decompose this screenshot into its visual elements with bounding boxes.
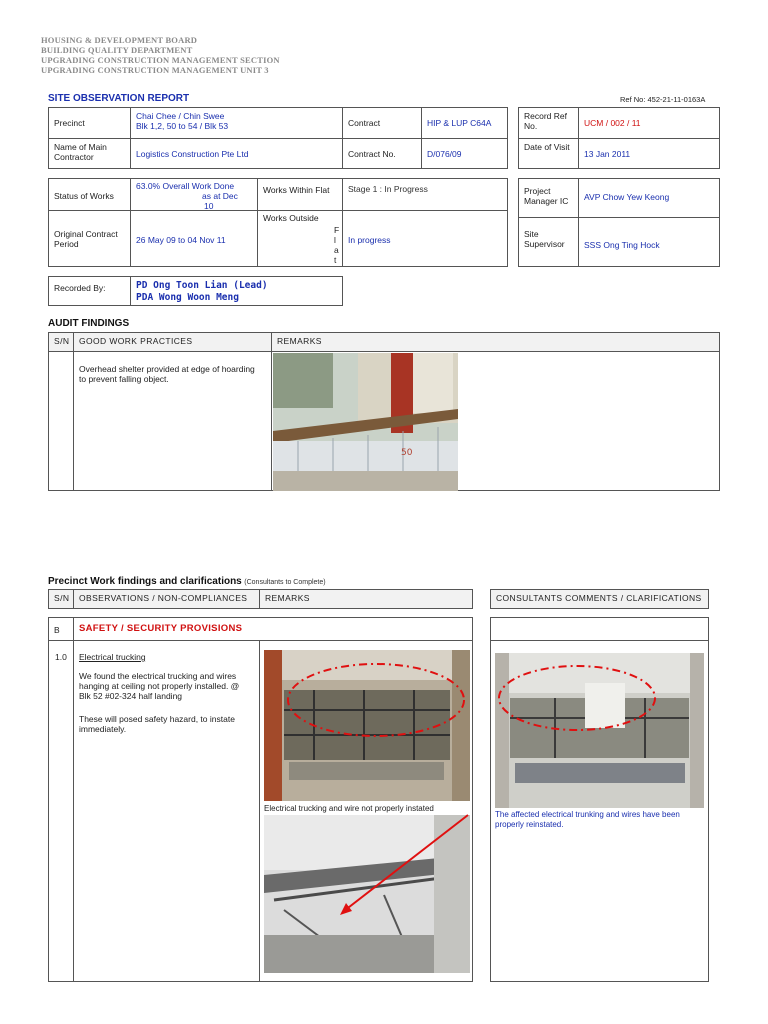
status-value-line-2: as at Dec xyxy=(202,191,238,201)
main-contractor-label: Name of Main Contractor xyxy=(48,138,131,169)
audit-col-practices: GOOD WORK PRACTICES xyxy=(73,332,272,352)
header-line-2: BUILDING QUALITY DEPARTMENT xyxy=(41,45,193,55)
precinct-col-sn: S/N xyxy=(48,589,74,609)
precinct-col-obs: OBSERVATIONS / NON-COMPLIANCES xyxy=(73,589,260,609)
contract-label: Contract xyxy=(342,107,422,139)
works-outside-text: Works Outside xyxy=(263,213,319,223)
section-title: SAFETY / SECURITY PROVISIONS xyxy=(73,617,473,641)
recorded-by-value xyxy=(130,276,343,306)
supervisor-label: Site Supervisor xyxy=(518,217,579,267)
vertical-letter-l: l xyxy=(334,235,336,245)
header-line-1: HOUSING & DEVELOPMENT BOARD xyxy=(41,35,198,45)
item-desc-1: We found the electrical trucking and wires hanging at ceiling not properly installed. @ Blk 52 #02-324 half landing xyxy=(79,671,240,701)
section-code: B xyxy=(48,617,74,641)
callout-arrow xyxy=(260,641,474,983)
orig-period-value: 26 May 09 to 04 Nov 11 xyxy=(130,210,258,267)
audit-item-text: Overhead shelter provided at edge of hoarding to prevent falling object. xyxy=(79,364,255,384)
precinct-col-remarks: REMARKS xyxy=(259,589,473,609)
status-value xyxy=(130,178,258,211)
precinct-title-wrap xyxy=(48,576,326,587)
recorded-by-label: Recorded By: xyxy=(48,276,131,306)
header-line-3: UPGRADING CONSTRUCTION MANAGEMENT SECTION xyxy=(41,55,280,65)
recorder-2: PDA Wong Woon Meng xyxy=(136,291,239,303)
header-line-4: UPGRADING CONSTRUCTION MANAGEMENT UNIT 3 xyxy=(41,65,269,75)
report-title: SITE OBSERVATION REPORT xyxy=(48,93,190,104)
vertical-letter-t: t xyxy=(334,255,337,265)
vertical-letter-a: a xyxy=(334,245,339,255)
contract-value: HIP & LUP C64A xyxy=(421,107,508,139)
record-ref-value: UCM / 002 / 11 xyxy=(578,107,720,139)
works-outside-vertical xyxy=(334,225,340,265)
works-outside-value: In progress xyxy=(342,210,508,267)
works-within-value: Stage 1 : In Progress xyxy=(342,178,508,211)
item-sn-cell xyxy=(48,640,74,982)
audit-col-remarks: REMARKS xyxy=(271,332,720,352)
precinct-value xyxy=(130,107,343,139)
item-desc-2: These will posed safety hazard, to instate immediately. xyxy=(79,714,235,734)
audit-row-sn xyxy=(48,351,74,491)
reinstated-photo xyxy=(495,653,704,808)
vertical-letter-f: F xyxy=(334,225,340,235)
status-value-line-1: 63.0% Overall Work Done xyxy=(136,181,235,191)
svg-text:50: 50 xyxy=(401,448,413,458)
supervisor-value: SSS Ong Ting Hock xyxy=(578,217,720,267)
main-contractor-value: Logistics Construction Pte Ltd xyxy=(130,138,343,169)
audit-title: AUDIT FINDINGS xyxy=(48,318,130,329)
status-label: Status of Works xyxy=(48,178,131,211)
audit-row-practice xyxy=(73,351,272,491)
orig-period-label: Original Contract Period xyxy=(48,210,131,267)
item-obs-cell xyxy=(73,640,260,982)
precinct-title-note: (Consultants to Complete) xyxy=(244,579,326,586)
section-consultant-cell xyxy=(490,617,709,641)
photo-caption: Electrical trucking and wire not properly instated xyxy=(264,804,434,813)
contract-no-label: Contract No. xyxy=(342,138,422,169)
precinct-title: Precinct Work findings and clarifications xyxy=(48,576,242,587)
audit-col-sn: S/N xyxy=(48,332,74,352)
pm-value: AVP Chow Yew Keong xyxy=(578,178,720,218)
record-ref-label: Record Ref No. xyxy=(518,107,579,139)
precinct-value-line-2: Blk 1,2, 50 to 54 / Blk 53 xyxy=(136,121,229,131)
recorder-1: PD Ong Toon Lian (Lead) xyxy=(136,280,268,291)
precinct-value-line-1: Chai Chee / Chin Swee xyxy=(136,111,225,121)
precinct-label: Precinct xyxy=(48,107,131,139)
item-heading: Electrical trucking xyxy=(79,652,146,662)
item-consultant-cell xyxy=(490,640,709,982)
pm-label: Project Manager IC xyxy=(518,178,579,218)
ref-number: Ref No: 452-21-11-0163A xyxy=(620,95,706,104)
audit-row-remarks xyxy=(271,351,720,491)
overhead-shelter-photo xyxy=(273,353,458,491)
consultant-comment: The affected electrical trunking and wires have been properly reinstated. xyxy=(495,810,680,829)
works-outside-label xyxy=(257,210,343,267)
item-remarks-cell xyxy=(259,640,473,982)
works-within-label: Works Within Flat xyxy=(257,178,343,211)
status-value-line-3: 10 xyxy=(204,201,214,211)
date-visit-label: Date of Visit xyxy=(518,138,579,169)
item-number: 1.0 xyxy=(55,652,67,662)
date-visit-value: 13 Jan 2011 xyxy=(578,138,720,169)
precinct-col-consultants: CONSULTANTS COMMENTS / CLARIFICATIONS xyxy=(490,589,709,609)
contract-no-value: D/076/09 xyxy=(421,138,508,169)
